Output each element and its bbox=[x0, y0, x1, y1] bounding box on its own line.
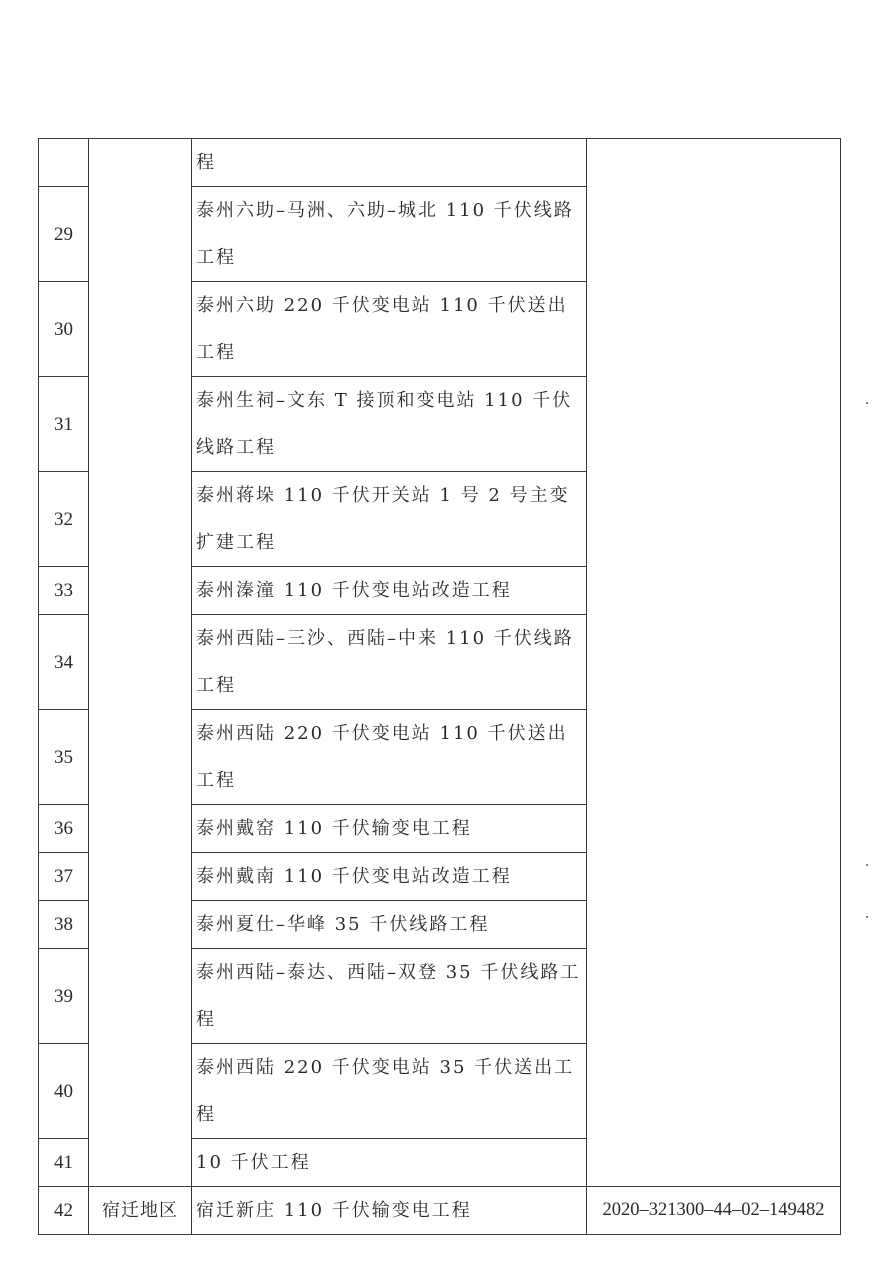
row-number: 38 bbox=[39, 901, 89, 949]
project-name: 泰州西陆–三沙、西陆–中来 110 千伏线路工程 bbox=[192, 615, 587, 710]
table-row bbox=[39, 139, 841, 187]
project-name: 10 千伏工程 bbox=[192, 1139, 587, 1187]
row-number: 29 bbox=[39, 187, 89, 282]
project-name: 泰州西陆 220 千伏变电站 35 千伏送出工程 bbox=[192, 1044, 587, 1139]
row-number: 41 bbox=[39, 1139, 89, 1187]
project-name: 泰州西陆–泰达、西陆–双登 35 千伏线路工程 bbox=[192, 949, 587, 1044]
project-name: 泰州溱潼 110 千伏变电站改造工程 bbox=[192, 567, 587, 615]
project-name: 泰州六助–马洲、六助–城北 110 千伏线路工程 bbox=[192, 187, 587, 282]
scan-speck bbox=[866, 916, 868, 918]
code-cell bbox=[587, 139, 841, 1187]
project-name: 泰州夏仕–华峰 35 千伏线路工程 bbox=[192, 901, 587, 949]
row-number: 36 bbox=[39, 805, 89, 853]
region-cell bbox=[89, 139, 192, 1187]
row-number: 35 bbox=[39, 710, 89, 805]
scan-speck bbox=[866, 402, 868, 404]
row-number: 34 bbox=[39, 615, 89, 710]
project-name: 泰州生祠–文东 T 接顶和变电站 110 千伏线路工程 bbox=[192, 377, 587, 472]
row-number: 31 bbox=[39, 377, 89, 472]
project-table bbox=[38, 138, 841, 1235]
row-number: 33 bbox=[39, 567, 89, 615]
region-name: 宿迁地区 bbox=[89, 1187, 192, 1235]
table-row bbox=[39, 1187, 841, 1235]
project-name: 泰州戴窑 110 千伏输变电工程 bbox=[192, 805, 587, 853]
row-number: 40 bbox=[39, 1044, 89, 1139]
project-name: 泰州戴南 110 千伏变电站改造工程 bbox=[192, 853, 587, 901]
project-code: 2020–321300–44–02–149482 bbox=[587, 1187, 841, 1235]
row-number: 30 bbox=[39, 282, 89, 377]
project-name: 泰州六助 220 千伏变电站 110 千伏送出工程 bbox=[192, 282, 587, 377]
project-name: 宿迁新庄 110 千伏输变电工程 bbox=[192, 1187, 587, 1235]
row-number: 37 bbox=[39, 853, 89, 901]
project-name: 程 bbox=[192, 139, 587, 187]
project-name: 泰州蒋垛 110 千伏开关站 1 号 2 号主变扩建工程 bbox=[192, 472, 587, 567]
row-number: 32 bbox=[39, 472, 89, 567]
row-number bbox=[39, 139, 89, 187]
scan-speck bbox=[866, 864, 868, 866]
row-number: 39 bbox=[39, 949, 89, 1044]
row-number: 42 bbox=[39, 1187, 89, 1235]
project-name: 泰州西陆 220 千伏变电站 110 千伏送出工程 bbox=[192, 710, 587, 805]
